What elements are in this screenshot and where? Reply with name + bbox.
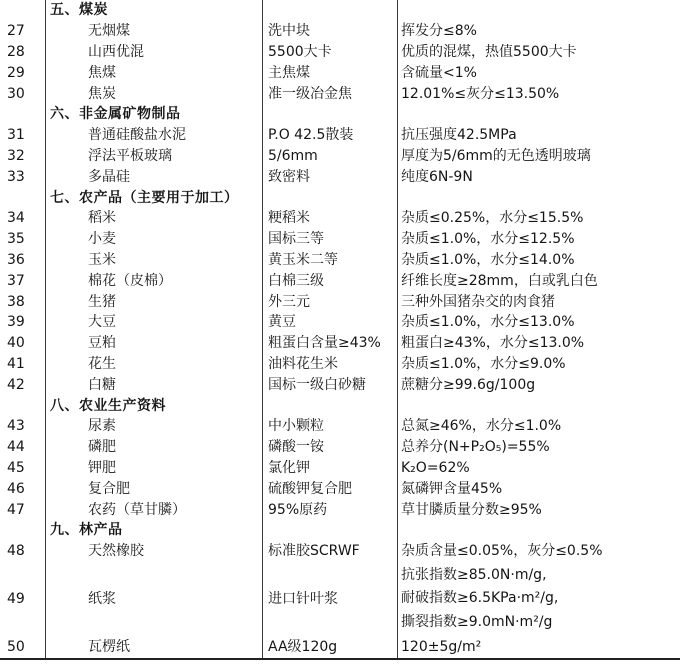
row-number: 47 — [7, 501, 25, 518]
row-number: 36 — [7, 251, 25, 268]
description-line: 蔗糖分≥99.6g/100g — [401, 376, 536, 393]
description-line: 120±5g/m² — [401, 638, 482, 655]
table-row — [0, 83, 680, 104]
section-title: 五、煤炭 — [50, 2, 108, 19]
spec-description — [397, 354, 680, 374]
table-row — [0, 312, 680, 333]
row-number: 48 — [7, 543, 25, 560]
row-number: 31 — [7, 127, 25, 144]
spec-description — [397, 125, 680, 145]
product-name: 豆粕 — [88, 335, 116, 352]
product-spec: 进口针叶浆 — [268, 591, 338, 608]
product-name: 生猪 — [88, 293, 116, 310]
product-spec: 氯化钾 — [268, 459, 310, 476]
spec-description — [397, 416, 680, 436]
product-name: 焦煤 — [88, 64, 116, 81]
description-line: 杂质含量≤0.05%，灰分≤0.5% — [401, 543, 603, 560]
product-spec: 黄玉米二等 — [268, 251, 338, 268]
product-name: 天然橡胶 — [88, 543, 144, 560]
section-title: 九、林产品 — [50, 522, 123, 539]
spec-description — [397, 250, 680, 270]
section-header — [0, 395, 680, 416]
row-number: 33 — [7, 168, 25, 185]
table-row — [0, 250, 680, 271]
product-name: 玉米 — [88, 251, 116, 268]
table-row — [0, 374, 680, 395]
spec-description — [397, 271, 680, 291]
product-spec: 白棉三级 — [268, 272, 324, 289]
product-spec: 5/6mm — [268, 147, 318, 164]
table-row — [0, 42, 680, 63]
product-name: 浮法平板玻璃 — [88, 147, 172, 164]
spec-description — [397, 541, 680, 561]
spec-description — [397, 564, 680, 634]
row-number: 28 — [7, 43, 25, 60]
product-name: 多晶硅 — [88, 168, 130, 185]
product-spec: 中小颗粒 — [268, 418, 324, 435]
table-row — [0, 458, 680, 479]
spec-description — [397, 458, 680, 478]
description-line: K₂O=62% — [401, 459, 470, 476]
row-number: 38 — [7, 293, 25, 310]
spec-description — [397, 375, 680, 395]
product-spec: 粳稻米 — [268, 210, 310, 227]
row-number: 27 — [7, 23, 25, 40]
row-number: 29 — [7, 64, 25, 81]
description-line: 总氮≥46%，水分≤1.0% — [401, 418, 562, 435]
table-row — [0, 166, 680, 187]
spec-description — [397, 479, 680, 499]
table-bottom-rule — [0, 658, 680, 660]
product-name: 纸浆 — [88, 591, 116, 608]
row-number: 37 — [7, 272, 25, 289]
product-name: 磷肥 — [88, 439, 116, 456]
product-name: 棉花（皮棉） — [88, 272, 172, 289]
row-number: 40 — [7, 335, 25, 352]
product-spec: 准一级冶金焦 — [268, 85, 352, 102]
spec-description — [397, 437, 680, 457]
table-row — [0, 291, 680, 312]
table-row — [0, 333, 680, 354]
spec-description — [397, 292, 680, 312]
spec-description — [397, 637, 680, 657]
product-spec: P.O 42.5散装 — [268, 127, 354, 144]
description-line: 草甘膦质量分数≥95% — [401, 501, 542, 518]
description-line: 杂质≤1.0%，水分≤13.0% — [401, 314, 575, 331]
spec-description — [397, 333, 680, 353]
row-number: 50 — [7, 638, 25, 655]
description-line: 杂质≤1.0%，水分≤14.0% — [401, 251, 575, 268]
product-name: 瓦楞纸 — [88, 638, 130, 655]
row-number: 44 — [7, 439, 25, 456]
spec-description — [397, 167, 680, 187]
table-row — [0, 562, 680, 637]
spec-description — [397, 63, 680, 83]
section-header — [0, 187, 680, 208]
row-number: 32 — [7, 147, 25, 164]
section-header — [0, 104, 680, 125]
product-spec: 致密料 — [268, 168, 310, 185]
row-number: 41 — [7, 355, 25, 372]
description-line: 粗蛋白≥43%，水分≤13.0% — [401, 335, 585, 352]
row-number: 49 — [7, 591, 25, 608]
product-spec: 主焦煤 — [268, 64, 310, 81]
row-number: 34 — [7, 210, 25, 227]
product-spec: 黄豆 — [268, 314, 296, 331]
description-line: 12.01%≤灰分≤13.50% — [401, 85, 560, 102]
product-spec: AA级120g — [268, 638, 338, 655]
description-line: 纯度6N-9N — [401, 168, 473, 185]
spec-description — [397, 229, 680, 249]
description-line: 耐破指数≥6.5KPa·m²/g, — [401, 590, 559, 607]
description-line: 杂质≤0.25%，水分≤15.5% — [401, 210, 584, 227]
product-name: 山西优混 — [88, 43, 144, 60]
table-row — [0, 478, 680, 499]
spec-description — [397, 84, 680, 104]
description-line: 总养分(N+P₂O₅)=55% — [401, 439, 550, 456]
product-name: 焦炭 — [88, 85, 116, 102]
spec-description — [397, 500, 680, 520]
product-spec: 标准胶SCRWF — [268, 543, 360, 560]
description-line: 三种外国猪杂交的肉食猪 — [401, 293, 555, 310]
spec-description — [397, 312, 680, 332]
product-spec: 5500大卡 — [268, 43, 332, 60]
table-row — [0, 437, 680, 458]
description-line: 挥发分≤8% — [401, 23, 477, 40]
row-number: 46 — [7, 480, 25, 497]
spec-description — [397, 208, 680, 228]
spec-description — [397, 21, 680, 41]
table-row — [0, 541, 680, 562]
product-name: 大豆 — [88, 314, 116, 331]
row-number: 35 — [7, 231, 25, 248]
description-line: 撕裂指数≥9.0mN·m²/g — [401, 613, 553, 630]
description-line: 厚度为5/6mm的无色透明玻璃 — [401, 147, 591, 164]
table-row — [0, 637, 680, 658]
table-row — [0, 208, 680, 229]
spec-description — [397, 42, 680, 62]
product-name: 农药（草甘膦） — [88, 501, 186, 518]
product-name: 小麦 — [88, 231, 116, 248]
product-name: 钾肥 — [88, 459, 116, 476]
description-line: 优质的混煤，热值5500大卡 — [401, 43, 577, 60]
product-spec: 磷酸一铵 — [268, 439, 324, 456]
product-spec: 油料花生米 — [268, 355, 338, 372]
row-number: 43 — [7, 418, 25, 435]
product-spec: 95%原药 — [268, 501, 328, 518]
product-name: 无烟煤 — [88, 23, 130, 40]
table-row — [0, 270, 680, 291]
product-spec: 洗中块 — [268, 23, 310, 40]
table-row — [0, 354, 680, 375]
section-header — [0, 0, 680, 21]
table-row — [0, 499, 680, 520]
description-line: 抗压强度42.5MPa — [401, 127, 517, 144]
product-name: 花生 — [88, 355, 116, 372]
product-name: 稻米 — [88, 210, 116, 227]
description-line: 纤维长度≥28mm，白或乳白色 — [401, 272, 598, 289]
table-row — [0, 146, 680, 167]
row-number: 39 — [7, 314, 25, 331]
section-title: 七、农产品（主要用于加工） — [50, 189, 239, 206]
row-number: 45 — [7, 459, 25, 476]
description-line: 含硫量<1% — [401, 64, 477, 81]
section-title: 六、非金属矿物制品 — [50, 106, 181, 123]
product-spec: 外三元 — [268, 293, 310, 310]
product-spec: 粗蛋白含量≥43% — [268, 335, 381, 352]
table-row — [0, 62, 680, 83]
product-spec: 国标一级白砂糖 — [268, 376, 366, 393]
product-name: 普通硅酸盐水泥 — [88, 127, 186, 144]
section-header — [0, 520, 680, 541]
product-spec: 国标三等 — [268, 231, 324, 248]
description-line: 杂质≤1.0%，水分≤12.5% — [401, 231, 575, 248]
table-row — [0, 229, 680, 250]
product-name: 白糖 — [88, 376, 116, 393]
description-line: 抗张指数≥85.0N·m/g, — [401, 567, 547, 584]
row-number: 42 — [7, 376, 25, 393]
table-row — [0, 416, 680, 437]
spec-description — [397, 146, 680, 166]
description-line: 杂质≤1.0%，水分≤9.0% — [401, 355, 566, 372]
product-name: 尿素 — [88, 418, 116, 435]
table-row — [0, 21, 680, 42]
product-spec: 硫酸钾复合肥 — [268, 480, 352, 497]
product-name: 复合肥 — [88, 480, 130, 497]
description-line: 氮磷钾含量45% — [401, 480, 503, 497]
table-row — [0, 125, 680, 146]
section-title: 八、农业生产资料 — [50, 397, 166, 414]
row-number: 30 — [7, 85, 25, 102]
